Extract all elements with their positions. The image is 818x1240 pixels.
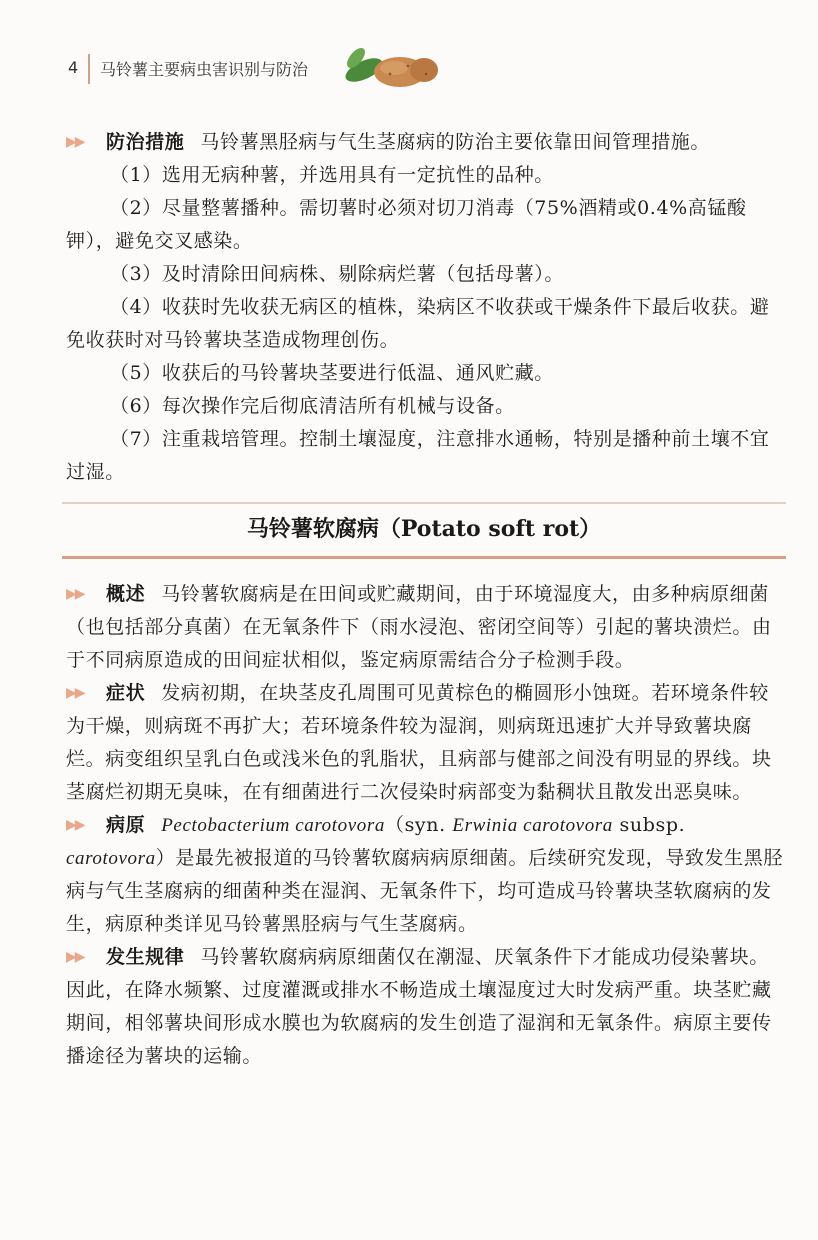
double-arrow-icon: ▶▶ <box>66 949 84 965</box>
control-measures-text: 马铃薯黑胫病与气生茎腐病的防治主要依靠田间管理措施。 <box>200 131 711 153</box>
measure-item: （5）收获后的马铃薯块茎要进行低温、通风贮藏。 <box>110 362 554 384</box>
header-divider <box>88 54 90 84</box>
page-header <box>62 50 762 90</box>
pathogen-synonym: Erwinia carotovora <box>452 815 613 836</box>
double-arrow-icon: ▶▶ <box>66 586 84 602</box>
control-measures-section <box>66 126 786 489</box>
measure-item: （4）收获时先收获无病区的植株，染病区不收获或干燥条件下最后收获。避免收获时对马铃薯块茎造成物理创伤。 <box>66 296 770 351</box>
pathogen-species: Pectobacterium carotovora <box>161 815 385 836</box>
symptom-term: 症状 <box>106 682 146 704</box>
measure-item: （1）选用无病种薯，并选用具有一定抗性的品种。 <box>110 164 554 186</box>
measure-item: （6）每次操作完后彻底清洁所有机械与设备。 <box>110 395 515 417</box>
symptom-paragraph <box>66 677 786 809</box>
double-arrow-icon: ▶▶ <box>66 685 84 701</box>
pathogen-subspecies: carotovora <box>66 848 156 869</box>
pathogen-subsp: subsp. <box>612 814 686 836</box>
section-rule-top <box>62 502 786 504</box>
double-arrow-icon: ▶▶ <box>66 134 84 150</box>
potato-leaf-icon <box>342 44 442 90</box>
overview-paragraph <box>66 578 786 677</box>
occurrence-term: 发生规律 <box>106 946 185 968</box>
control-measures-term: 防治措施 <box>106 131 185 153</box>
pathogen-syn-prefix: （syn. <box>384 814 453 836</box>
measure-item: （3）及时清除田间病株、剔除病烂薯（包括母薯）。 <box>110 263 564 285</box>
measure-item: （2）尽量整薯播种。需切薯时必须对切刀消毒（75%酒精或0.4%高锰酸钾），避免交叉感染。 <box>66 197 747 252</box>
soft-rot-section <box>66 578 786 1073</box>
pathogen-syn-suffix: ） <box>155 847 176 869</box>
pathogen-paragraph <box>66 809 786 941</box>
occurrence-paragraph <box>66 941 786 1073</box>
control-measures-lead <box>66 126 786 159</box>
page-number: 4 <box>68 58 79 77</box>
measure-item: （7）注重栽培管理。控制土壤湿度，注意排水通畅，特别是播种前土壤不宜过湿。 <box>66 428 770 483</box>
symptom-text: 发病初期，在块茎皮孔周围可见黄棕色的椭圆形小蚀斑。若环境条件较为干燥，则病斑不再扩大；若环境条件较为湿润，则病斑迅速扩大并导致薯块腐烂。病变组织呈乳白色或浅米色的乳脂状，且病部与健部之间没有明显的界线。块茎腐烂初期无臭味，在有细菌进行二次侵染时病部变为黏稠状且散发出恶臭味。 <box>66 682 772 803</box>
pathogen-term: 病原 <box>106 814 146 836</box>
pathogen-text: 是最先被报道的马铃薯软腐病病原细菌。后续研究发现，导致发生黑胫病与气生茎腐病的细菌种类在湿润、无氧条件下，均可造成马铃薯块茎软腐病的发生，病原种类详见马铃薯黑胫病与气生茎腐病。 <box>66 847 783 935</box>
double-arrow-icon: ▶▶ <box>66 817 84 833</box>
occurrence-text: 马铃薯软腐病病原细菌仅在潮湿、厌氧条件下才能成功侵染薯块。因此，在降水频繁、过度灌溉或排水不畅造成土壤湿度过大时发病严重。块茎贮藏期间，相邻薯块间形成水膜也为软腐病的发生创造了湿润和无氧条件。病原主要传播途径为薯块的运输。 <box>66 946 772 1067</box>
section-heading: 马铃薯软腐病（Potato soft rot） <box>246 516 602 542</box>
section-rule-bottom <box>62 556 786 559</box>
overview-text: 马铃薯软腐病是在田间或贮藏期间，由于环境湿度大，由多种病原细菌（也包括部分真菌）在无氧条件下（雨水浸泡、密闭空间等）引起的薯块溃烂。由于不同病原造成的田间症状相似，鉴定病原需结合分子检测手段。 <box>66 583 772 671</box>
book-title: 马铃薯主要病虫害识别与防治 <box>100 60 309 79</box>
overview-term: 概述 <box>106 583 146 605</box>
